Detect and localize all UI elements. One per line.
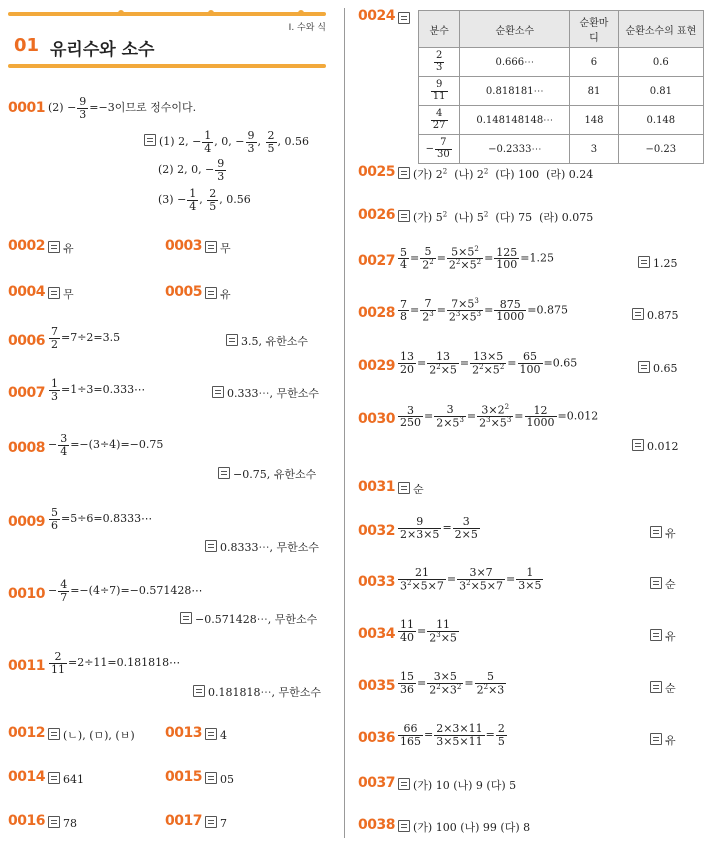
header-dot [208, 10, 214, 16]
answer: 7 [205, 815, 227, 830]
answer: 0.875 [632, 307, 679, 322]
problem-number: 0005 [165, 284, 202, 300]
answer-icon [398, 778, 410, 790]
solution-line: $\frac{15}{36}$ = $\frac{3\times 5}{2^2\times 3^2}$ = $\frac{5}{2^2\times 3}$ [400, 670, 505, 697]
table-row: $\frac{9}{11}$ 0.818181⋯ 81 0.81 [419, 77, 704, 106]
table-header: 순환소수의 표현 [618, 11, 703, 48]
problem-number: 0031 [358, 479, 395, 495]
answer-line: (3) − $\frac{1}{4}$ , $\frac{2}{5}$ , 0.56 [158, 187, 251, 213]
answer: (ㄴ), (ㅁ), (ㅂ) [48, 727, 135, 743]
repeating-decimal-table [418, 10, 704, 164]
problem-number: 0025 [358, 164, 395, 180]
answer: 0.181818⋯, 무한소수 [193, 684, 321, 700]
problem-number: 0001 [8, 100, 45, 116]
answer-icon [205, 728, 217, 740]
solution-line: $\frac{21}{3^2\times 5\times 7}$ = $\frac{3\times 7}{3^2\times 5\times 7}$ = $\frac{1}{3\times 5}$ [400, 566, 542, 593]
answer: 무 [205, 240, 231, 256]
problem-number: 0008 [8, 440, 45, 456]
problem-number: 0038 [358, 817, 395, 833]
answer: 순 [650, 680, 676, 696]
answer-icon [398, 482, 410, 494]
problem-number: 0037 [358, 775, 395, 791]
table-header: 분수 [419, 11, 460, 48]
solution-line: $\frac{11}{40}$ = $\frac{11}{2^3\times 5}$ [400, 618, 457, 645]
solution-line: $\frac{5}{6}$ =5÷6=0.8333⋯ [51, 506, 153, 532]
answer-icon [638, 256, 650, 268]
table-row: $\frac{4}{27}$ 0.148148148⋯ 148 0.148 [419, 106, 704, 135]
answer: 유 [205, 286, 231, 302]
answer-icon [226, 334, 238, 346]
table-header: 순환소수 [460, 11, 570, 48]
problem-number: 0016 [8, 813, 45, 829]
answer-icon [650, 577, 662, 589]
answer-icon [212, 386, 224, 398]
answer-icon [398, 210, 410, 222]
answer: 78 [48, 815, 77, 830]
answer: 641 [48, 771, 84, 786]
answer-icon [48, 772, 60, 784]
answer: 유 [650, 525, 676, 541]
answer-icon [180, 612, 192, 624]
answer-line: (2) 2, 0, − $\frac{9}{3}$ [158, 157, 225, 183]
problem-number: 0002 [8, 238, 45, 254]
problem-number: 0013 [165, 725, 202, 741]
answer: (가) $2^2$ (나) $2^2$ (다) 100 (라) 0.24 [398, 166, 593, 182]
answer: 0.65 [638, 360, 678, 375]
problem-number: 0035 [358, 678, 395, 694]
answer-icon [205, 287, 217, 299]
answer: 유 [650, 628, 676, 644]
problem-number: 0010 [8, 586, 45, 602]
problem-number: 0027 [358, 253, 395, 269]
answer: 1.25 [638, 255, 678, 270]
problem-number: 0029 [358, 358, 395, 374]
problem-number: 0032 [358, 523, 395, 539]
answer: 0.333⋯, 무한소수 [212, 385, 319, 401]
answer: (가) $5^2$ (나) $5^2$ (다) 75 (라) 0.075 [398, 209, 593, 225]
answer: 05 [205, 771, 234, 786]
answer: 3.5, 유한소수 [226, 333, 308, 349]
answer-icon [650, 629, 662, 641]
solution-line: $\frac{1}{3}$ =1÷3=0.333⋯ [51, 377, 146, 403]
answer-icon [650, 733, 662, 745]
table-header: 순환마디 [570, 11, 618, 48]
answer-icon [398, 167, 410, 179]
solution-line: $\frac{3}{250}$ = $\frac{3}{2\times 5^3}$ = $\frac{3\times 2^2}{2^3\times 5^3}$ = $\frac{12}{1000}$ =0.012 [400, 403, 599, 430]
answer-icon [632, 439, 644, 451]
solution-line: $\frac{9}{2\times 3\times 5}$ = $\frac{3}{2\times 5}$ [400, 515, 478, 541]
answer-icon [48, 728, 60, 740]
answer-icon [205, 241, 217, 253]
answer: 0.012 [632, 438, 679, 453]
problem-number: 0036 [358, 730, 395, 746]
problem-number: 0028 [358, 305, 395, 321]
answer: −0.75, 유한소수 [218, 466, 316, 482]
answer-icon [650, 526, 662, 538]
answer: 0.8333⋯, 무한소수 [205, 539, 319, 555]
answer-icon [205, 772, 217, 784]
problem-number: 0033 [358, 574, 395, 590]
answer-icon [48, 287, 60, 299]
problem-number: 0004 [8, 284, 45, 300]
column-divider [344, 8, 345, 838]
header-top-bar [8, 12, 326, 16]
problem-number: 0024 [358, 8, 395, 24]
solution-line: $\frac{7}{2}$ =7÷2=3.5 [51, 325, 121, 351]
solution-line: $\frac{13}{20}$ = $\frac{13}{2^2\times 5}$ = $\frac{13\times 5}{2^2\times 5^2}$ = $\frac{65}{100}$ =0.65 [400, 350, 578, 377]
answer-icon [193, 685, 205, 697]
section-header [8, 12, 326, 70]
section-title: 유리수와 소수 [50, 40, 155, 60]
solution-line: (2) − $\frac{9}{3}$ =−3이므로 정수이다. [48, 95, 197, 121]
header-dot [298, 10, 304, 16]
solution-line: $\frac{7}{8}$ = $\frac{7}{2^3}$ = $\frac{7\times 5^3}{2^3\times 5^3}$ = $\frac{875}{1000}$ =0.875 [400, 297, 568, 324]
answer-icon [144, 134, 156, 146]
section-badge: 01 [14, 35, 40, 56]
problem-number: 0030 [358, 411, 395, 427]
problem-number: 0017 [165, 813, 202, 829]
answer: 4 [205, 727, 227, 742]
problem-number: 0014 [8, 769, 45, 785]
problem-number: 0007 [8, 385, 45, 401]
answer-icon [398, 12, 410, 24]
problem-number: 0015 [165, 769, 202, 785]
solution-line: − $\frac{4}{7}$ =−(4÷7)=−0.571428⋯ [48, 578, 203, 604]
answer-icon [48, 241, 60, 253]
answer: 유 [48, 240, 74, 256]
header-bottom-bar [8, 64, 326, 68]
solution-line: $\frac{2}{11}$ =2÷11=0.181818⋯ [51, 650, 181, 676]
answer: 무 [48, 286, 74, 302]
answer: 순 [398, 481, 424, 497]
problem-number: 0009 [8, 514, 45, 530]
answer: 유 [650, 732, 676, 748]
problem-number: 0006 [8, 333, 45, 349]
answer-icon [218, 467, 230, 479]
problem-number: 0034 [358, 626, 395, 642]
answer-icon [48, 816, 60, 828]
problem-number: 0003 [165, 238, 202, 254]
answer-icon [632, 308, 644, 320]
answer: (가) 100 (나) 99 (다) 8 [398, 819, 530, 835]
answer-line: (1) 2, − $\frac{1}{4}$ , 0, − $\frac{9}{3}$ , $\frac{2}{5}$ , 0.56 [144, 130, 309, 154]
header-dot [118, 10, 124, 16]
solution-line: − $\frac{3}{4}$ =−(3÷4)=−0.75 [48, 432, 164, 458]
table-row: $\frac{2}{3}$ 0.666⋯ 6 0.6 [419, 48, 704, 77]
answer-icon [638, 361, 650, 373]
solution-line: $\frac{66}{165}$ = $\frac{2\times 3\times 11}{3\times 5\times 11}$ = $\frac{2}{5}$ [400, 722, 505, 748]
answer: −0.571428⋯, 무한소수 [180, 611, 317, 627]
answer-icon [650, 681, 662, 693]
answer-icon [205, 816, 217, 828]
answer-icon [398, 820, 410, 832]
table-row: − $\frac{7}{30}$ −0.2333⋯ 3 −0.23 [419, 135, 704, 164]
problem-number: 0012 [8, 725, 45, 741]
answer: (가) 10 (나) 9 (다) 5 [398, 777, 516, 793]
problem-number: 0026 [358, 207, 395, 223]
answer: 순 [650, 576, 676, 592]
answer-icon [205, 540, 217, 552]
problem-number: 0011 [8, 658, 45, 674]
solution-line: $\frac{5}{4}$ = $\frac{5}{2^2}$ = $\frac{5\times 5^2}{2^2\times 5^2}$ = $\frac{125}{100}$ =1.25 [400, 245, 554, 272]
chapter-label: I. 수와 식 [288, 23, 326, 33]
